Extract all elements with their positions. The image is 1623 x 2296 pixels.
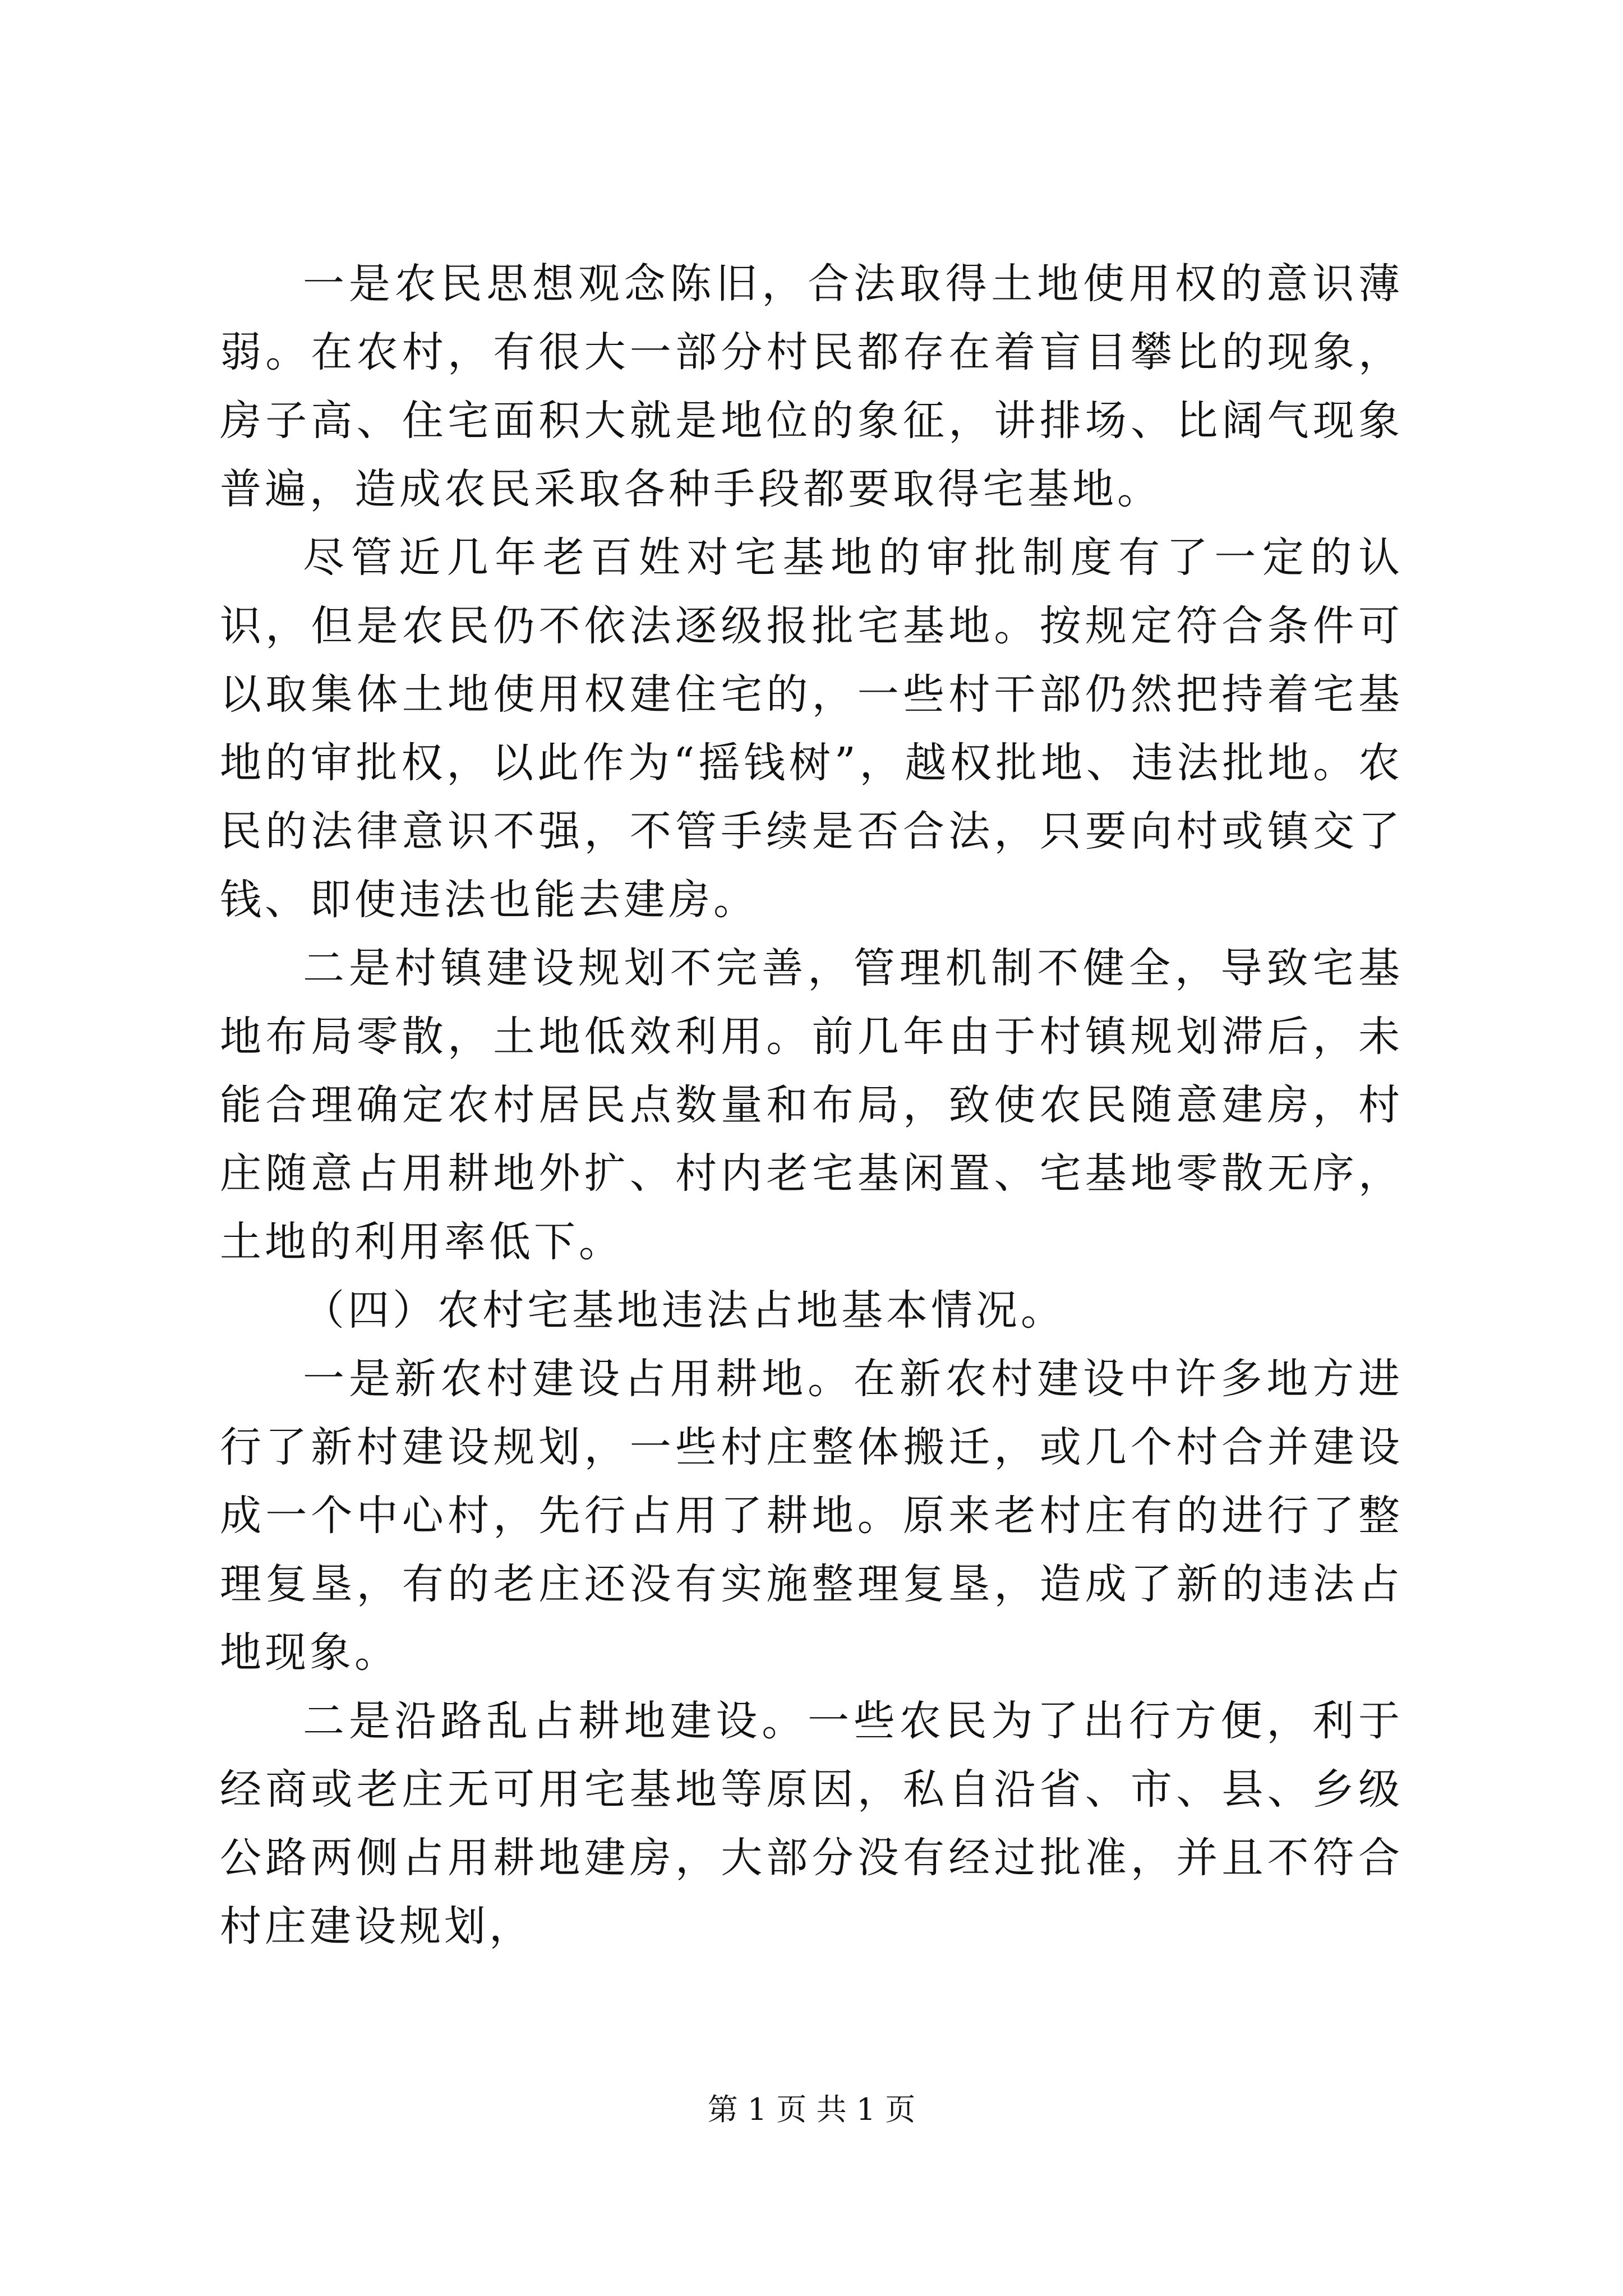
document-body bbox=[220, 250, 1403, 1961]
section-heading: （四）农村宅基地违法占地基本情况。 bbox=[303, 1286, 1066, 1335]
paragraph-3: 二是村镇建设规划不完善，管理机制不健全，导致宅基地布局零散，土地低效利用。前几年由于村镇规划滞后，未能合理确定农村居民点数量和布局，致使农民随意建房，村庄随意占用耕地外扩、村内老宅基闲置、宅基地零散无序，土地的利用率低下。 bbox=[220, 944, 1403, 1266]
page-number-footer: 第 1 页 共 1 页 bbox=[707, 2092, 916, 2127]
paragraph-4: 一是新农村建设占用耕地。在新农村建设中许多地方进行了新村建设规划，一些村庄整体搬迁，或几个村合并建设成一个中心村，先行占用了耕地。原来老村庄有的进行了整理复垦，有的老庄还没有实施整理复垦，造成了新的违法占地现象。 bbox=[220, 1355, 1403, 1677]
paragraph-1: 一是农民思想观念陈旧，合法取得土地使用权的意识薄弱。在农村，有很大一部分村民都存在着盲目攀比的现象，房子高、住宅面积大就是地位的象征，讲排场、比阔气现象普遍，造成农民采取各种手段都要取得宅基地。 bbox=[220, 260, 1403, 513]
paragraph-5: 二是沿路乱占耕地建设。一些农民为了出行方便，利于经商或老庄无可用宅基地等原因，私自沿省、市、县、乡级公路两侧占用耕地建房，大部分没有经过批准，并且不符合村庄建设规划， bbox=[220, 1697, 1403, 1950]
paragraph-2: 尽管近几年老百姓对宅基地的审批制度有了一定的认识，但是农民仍不依法逐级报批宅基地。按规定符合条件可以取集体土地使用权建住宅的，一些村干部仍然把持着宅基地的审批权，以此作为“摇钱树”，越权批地、违法批地。农民的法律意识不强，不管手续是否合法，只要向村或镇交了钱、即使违法也能去建房。 bbox=[220, 533, 1403, 924]
